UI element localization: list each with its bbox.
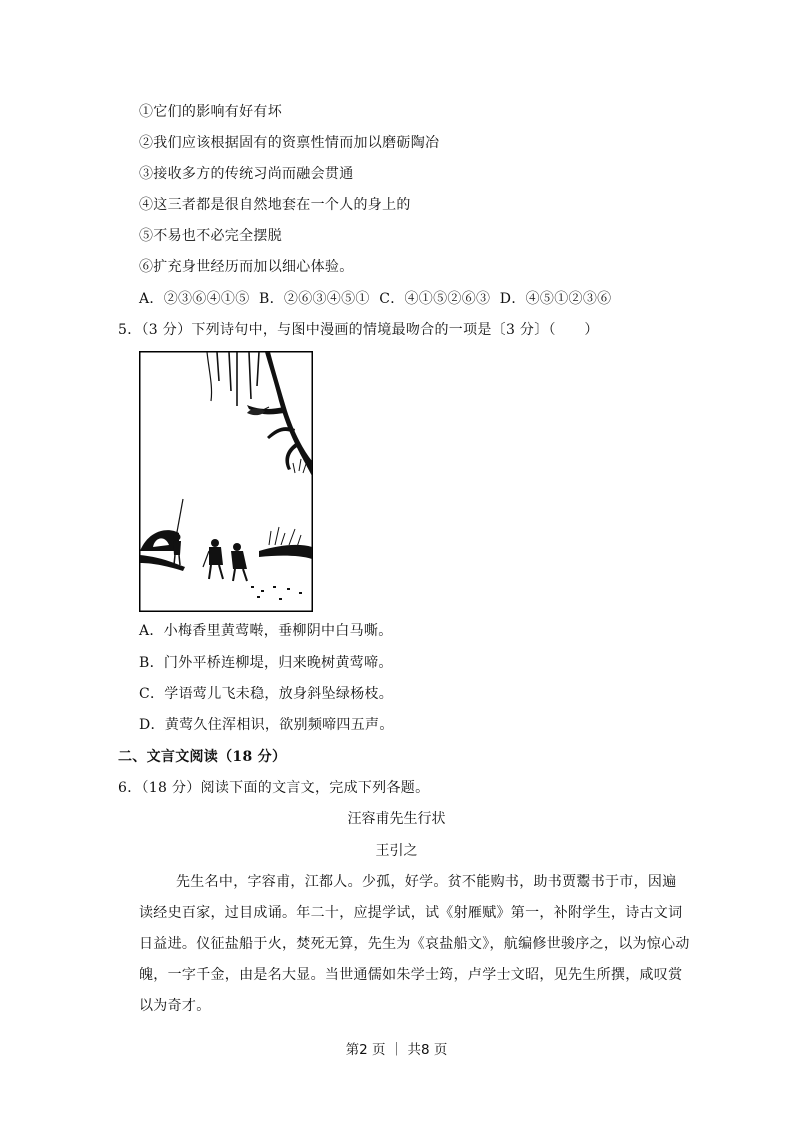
passage-line: 以为奇才。 <box>139 998 211 1014</box>
q4-item-4: ④这三者都是很自然地套在一个人的身上的 <box>139 197 411 213</box>
q4-item-6: ⑥扩充身世经历而加以细心体验。 <box>139 259 354 275</box>
q5-option-d: D．黄莺久住浑相识，欲别频啼四五声。 <box>139 717 394 733</box>
passage-line: 日益进。仪征盐船于火，焚死无算，先生为《哀盐船文》，航编修世骏序之，以为惊心动 <box>139 936 690 952</box>
passage-title: 汪容甫先生行状 <box>347 811 446 827</box>
q4-options: A．②③⑥④①⑤ B．②⑥③④⑤① C．④①⑤②⑥③ D．④⑤①②③⑥ <box>139 291 612 307</box>
passage-author: 王引之 <box>375 843 418 859</box>
q4-item-5: ⑤不易也不必完全摆脱 <box>139 228 282 244</box>
passage-line: 先生名中，字容甫，江都人。少孤，好学。贫不能购书，助书贾鬻书于市，因遍 <box>176 874 677 890</box>
q6-stem: 6．（18 分）阅读下面的文言文，完成下列各题。 <box>118 780 430 796</box>
cartoon-illustration <box>139 351 313 612</box>
q5-option-a: A．小梅香里黄莺啭，垂柳阴中白马嘶。 <box>139 623 393 639</box>
q4-item-3: ③接收多方的传统习尚而融会贯通 <box>139 166 354 182</box>
page-footer: 第2 页 ｜ 共8 页 <box>345 1042 448 1058</box>
q4-item-1: ①它们的影响有好有坏 <box>139 104 282 120</box>
q5-option-c: C．学语莺儿飞未稳，放身斜坠绿杨枝。 <box>139 686 394 702</box>
q5-stem: 5．（3 分）下列诗句中，与图中漫画的情境最吻合的一项是〔3 分〕（ ） <box>118 322 599 338</box>
passage-line: 读经史百家，过目成诵。年二十，应提学试，试《射雁赋》第一，补附学生，诗古文词 <box>139 905 683 921</box>
q5-option-b: B．门外平桥连柳堤，归来晚树黄莺啼。 <box>139 655 393 671</box>
q4-item-2: ②我们应该根据固有的资禀性情而加以磨砺陶冶 <box>139 135 440 151</box>
section-heading: 二、文言文阅读（18 分） <box>118 749 287 765</box>
passage-line: 魄，一字千金，由是名大显。当世通儒如朱学士筠，卢学士文昭，见先生所撰，咸叹赏 <box>139 967 683 983</box>
